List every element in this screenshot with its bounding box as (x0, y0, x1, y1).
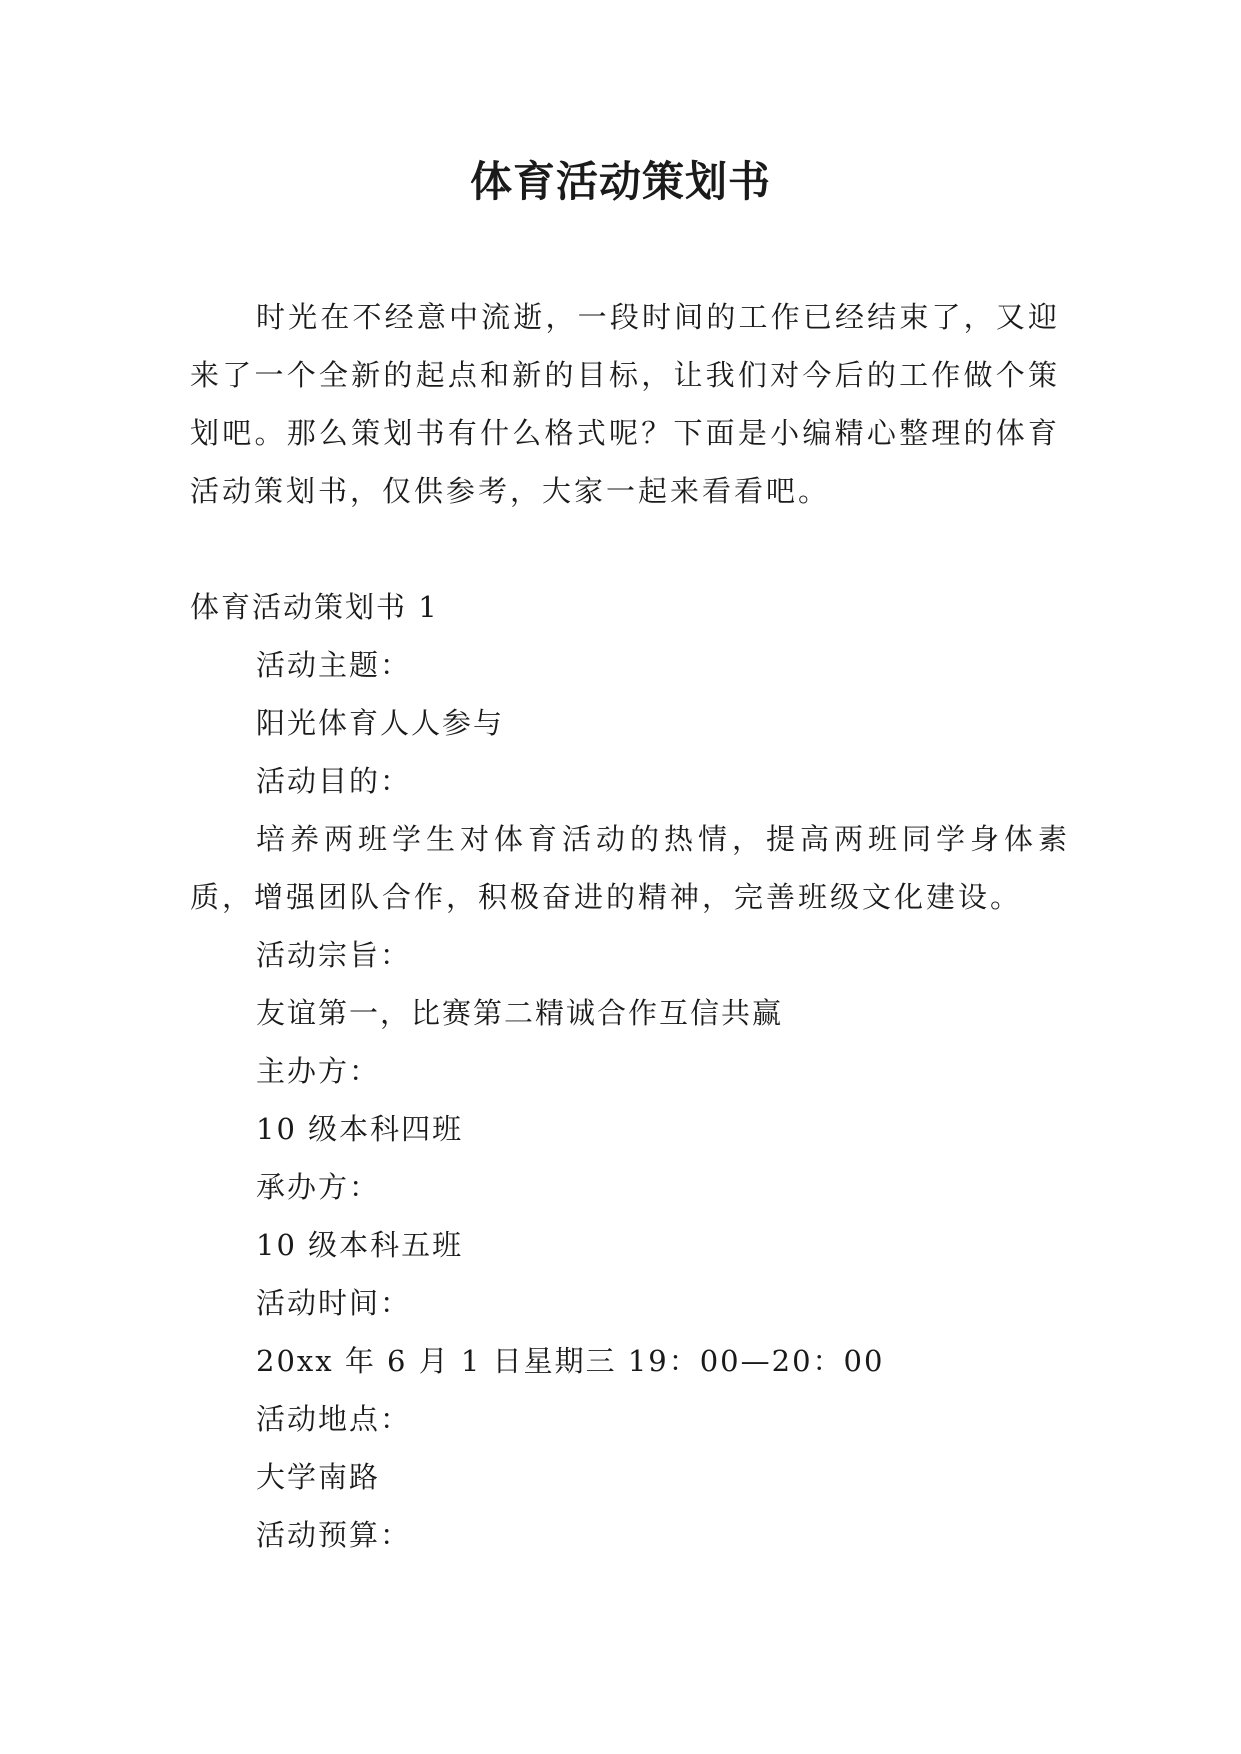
time-label: 活动时间： (256, 1286, 412, 1320)
time-value: 20xx 年 6 月 1 日星期三 19：00—20：00 (256, 1344, 885, 1378)
intro-paragraph: 时光在不经意中流逝，一段时间的工作已经结束了，又迎来了一个全新的起点和新的目标，让我们对今后的工作做个策划吧。那么策划书有什么格式呢？下面是小编精心整理的体育活动策划书，仅供参考，大家一起来看看吧。 (190, 300, 1060, 508)
theme-value: 阳光体育人人参与 (256, 706, 505, 740)
document-title: 体育活动策划书 (469, 157, 771, 206)
organizer-value: 10 级本科四班 (256, 1112, 464, 1146)
theme-label: 活动主题： (256, 648, 412, 682)
location-value: 大学南路 (256, 1460, 381, 1494)
location-label: 活动地点： (256, 1402, 412, 1436)
coorganizer-label: 承办方： (256, 1170, 381, 1204)
organizer-label: 主办方： (256, 1054, 381, 1088)
tenet-label: 活动宗旨： (256, 938, 412, 972)
tenet-value: 友谊第一，比赛第二精诚合作互信共赢 (256, 996, 784, 1030)
coorganizer-value: 10 级本科五班 (256, 1228, 464, 1262)
budget-label: 活动预算： (256, 1518, 412, 1552)
purpose-value: 培养两班学生对体育活动的热情，提高两班同学身体素质，增强团队合作，积极奋进的精神，完善班级文化建设。 (190, 822, 1070, 914)
purpose-label: 活动目的： (256, 764, 412, 798)
document-body (190, 578, 1090, 1564)
section-heading: 体育活动策划书 1 (190, 590, 439, 624)
